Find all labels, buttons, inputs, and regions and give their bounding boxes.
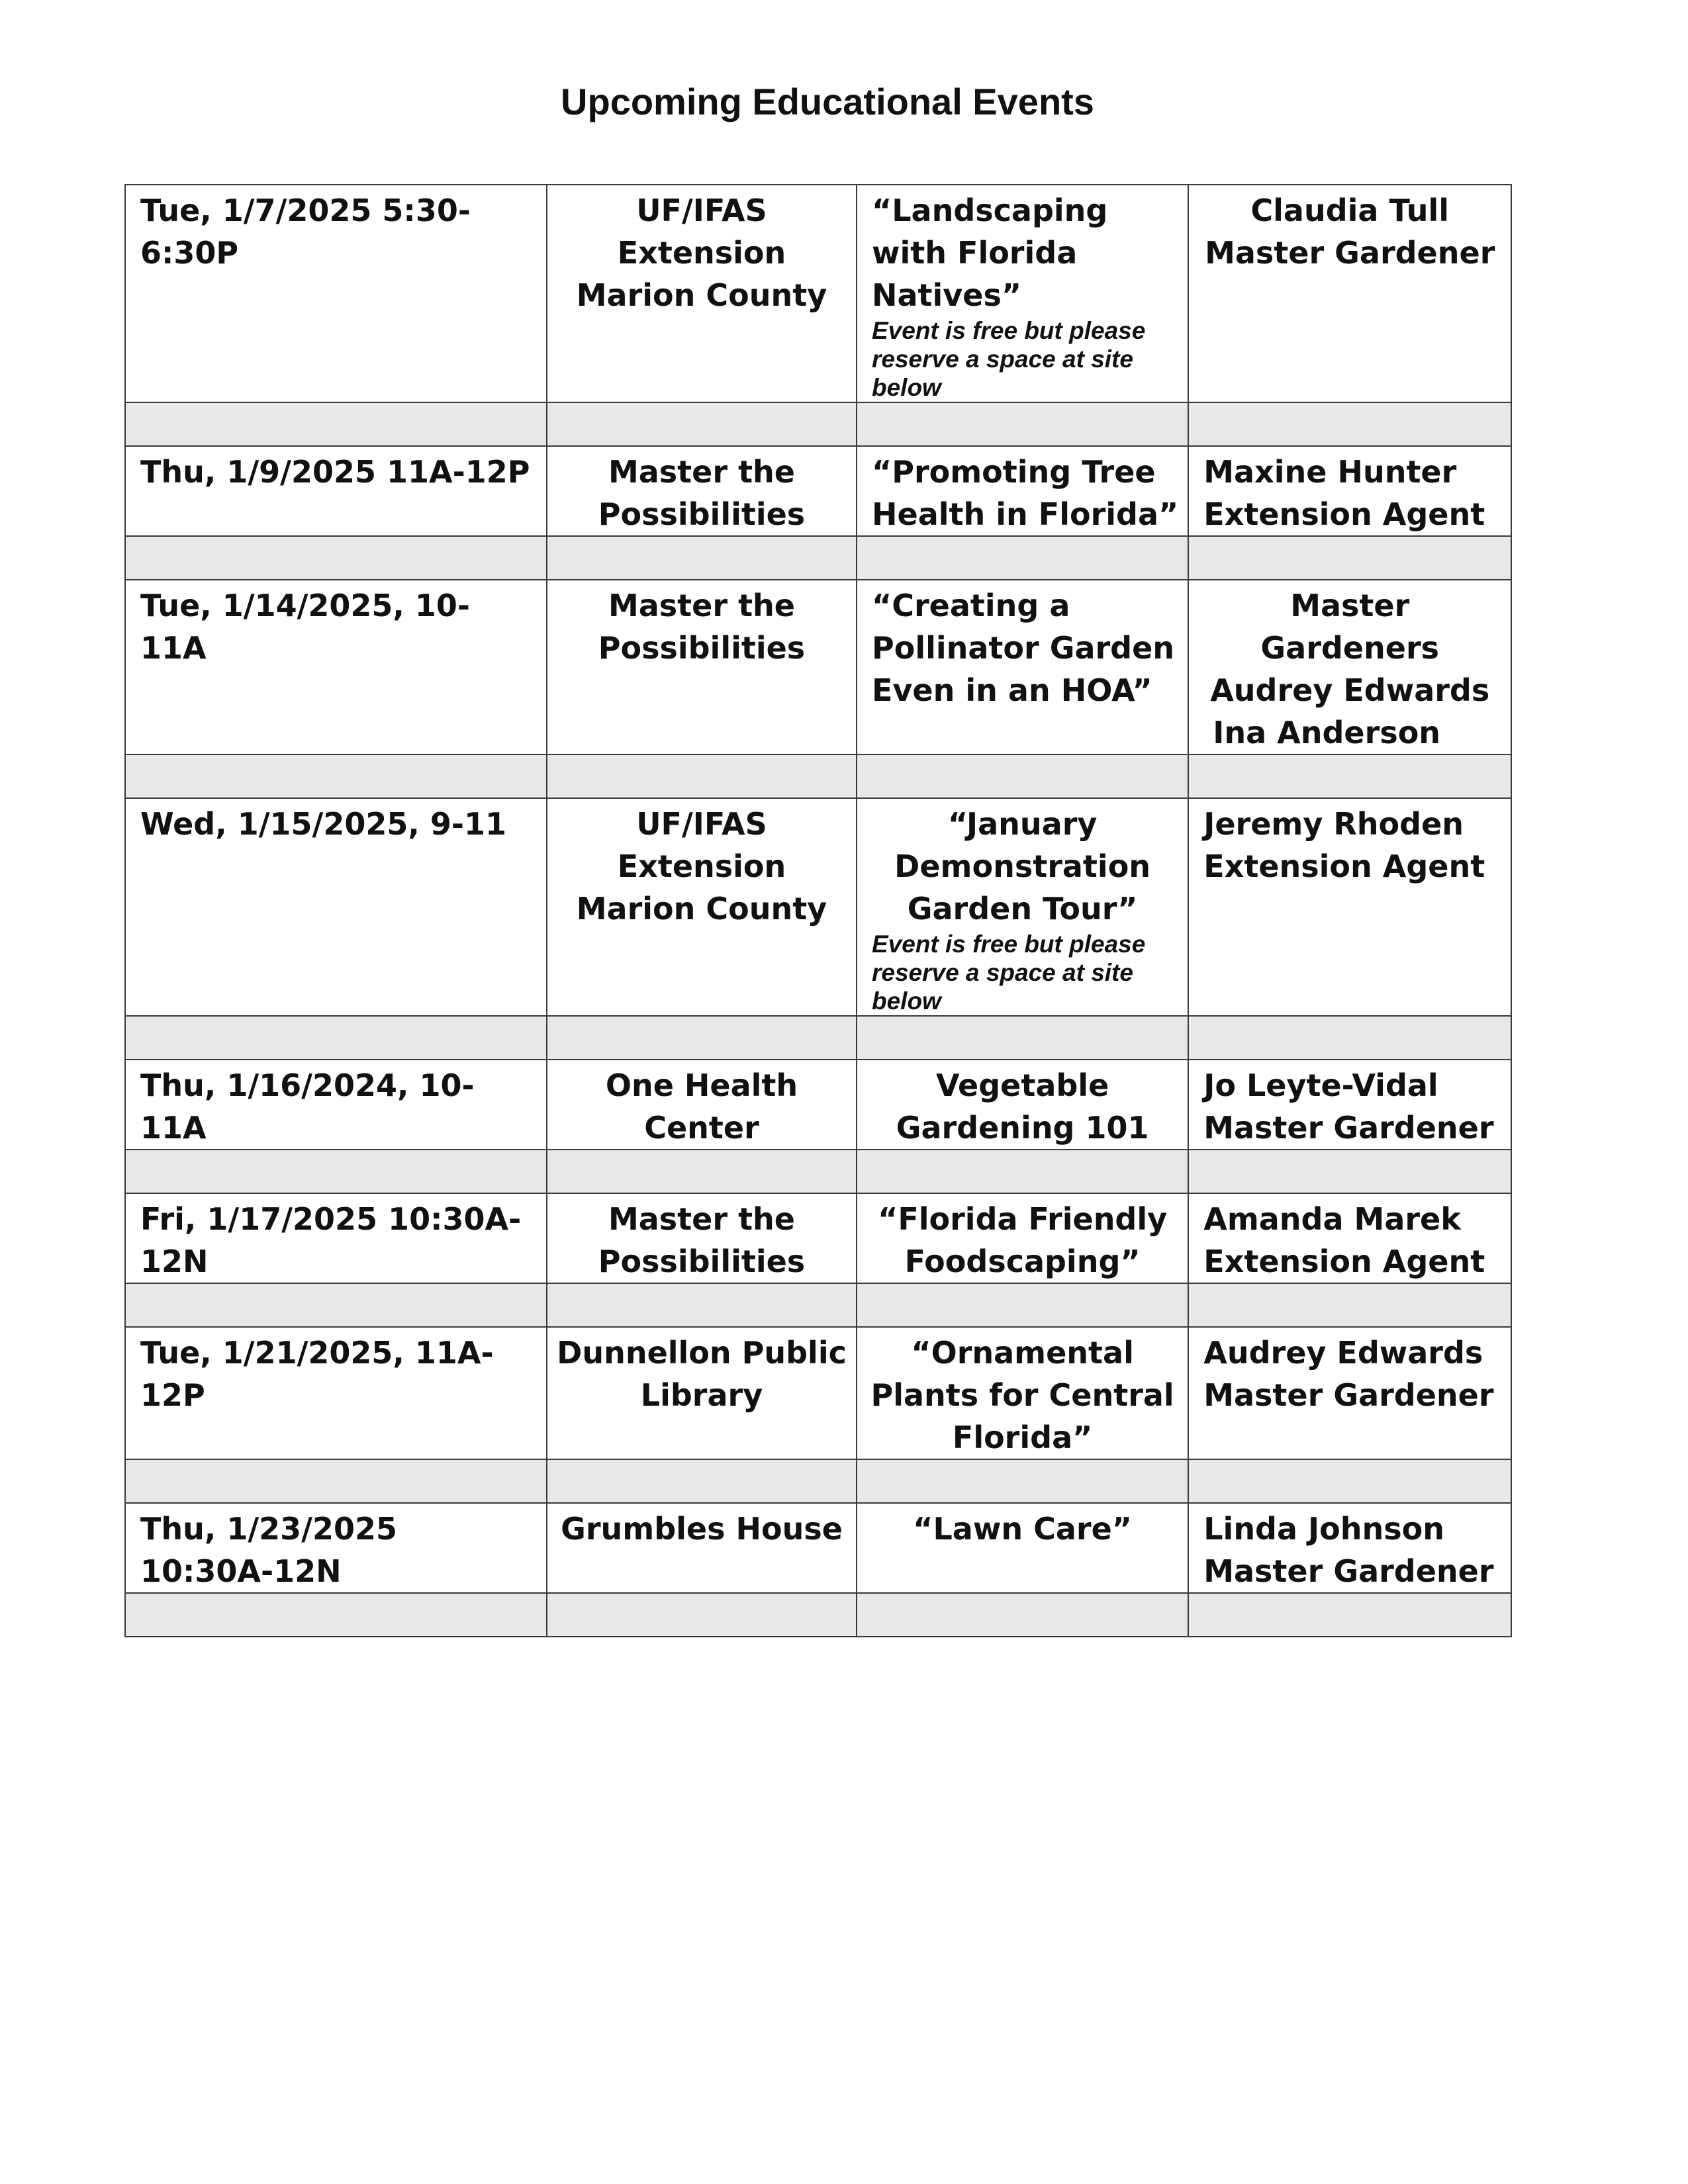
event-topic: [857, 1327, 1188, 1459]
location-line: Master the: [608, 588, 796, 623]
event-location: [547, 1327, 857, 1459]
event-date: Thu, 1/23/2025 10:30A-12N: [125, 1503, 547, 1593]
location-line: Marion County: [576, 277, 827, 313]
spacer-row: [125, 1150, 1511, 1193]
topic-line: Florida”: [952, 1420, 1093, 1455]
spacer-row: [125, 402, 1511, 446]
speaker-line: Extension Agent: [1203, 1244, 1485, 1279]
registration-note: Event is free but please reserve a space at site below: [872, 317, 1146, 401]
event-date: Tue, 1/21/2025, 11A-12P: [125, 1327, 547, 1459]
events-body: [125, 185, 1511, 1637]
topic-line: Natives”: [872, 277, 1022, 313]
topic-line: “Lawn Care”: [913, 1511, 1132, 1547]
topic-line: Demonstration: [894, 848, 1151, 884]
location-line: Center: [644, 1110, 759, 1146]
event-speaker: [1188, 1193, 1511, 1283]
location-line: Possibilities: [598, 630, 806, 666]
event-row: [125, 1060, 1511, 1150]
topic-line: Vegetable: [935, 1068, 1109, 1103]
location-line: UF/IFAS: [636, 806, 767, 842]
event-row: [125, 580, 1511, 754]
spacer-row: [125, 1459, 1511, 1503]
speaker-line: Master Gardener: [1205, 235, 1495, 271]
speaker-line: Extension Agent: [1203, 848, 1485, 884]
topic-line: “Creating a: [872, 588, 1070, 623]
location-line: Master the: [608, 1201, 796, 1237]
event-topic: [857, 446, 1188, 536]
spacer-row: [125, 536, 1511, 580]
location-line: Extension: [617, 848, 786, 884]
event-topic: [857, 185, 1188, 402]
topic-line: “Ornamental: [911, 1335, 1134, 1371]
event-row: [125, 185, 1511, 402]
event-date: Thu, 1/9/2025 11A-12P: [125, 446, 547, 536]
location-line: Extension: [617, 235, 786, 271]
speaker-line: Claudia Tull: [1250, 193, 1450, 228]
event-date: Thu, 1/16/2024, 10-11A: [125, 1060, 547, 1150]
event-speaker: [1188, 1060, 1511, 1150]
event-date: Wed, 1/15/2025, 9-11: [125, 798, 547, 1016]
topic-line: “Florida Friendly: [878, 1201, 1168, 1237]
event-speaker: [1188, 1503, 1511, 1593]
event-location: [547, 1193, 857, 1283]
speaker-line: Ina Anderson: [1213, 715, 1441, 751]
event-speaker: [1188, 185, 1511, 402]
topic-line: “January: [947, 806, 1098, 842]
spacer-row: [125, 1283, 1511, 1327]
location-line: Possibilities: [598, 496, 806, 532]
topic-line: Garden Tour”: [907, 891, 1138, 927]
speaker-line: Jeremy Rhoden: [1203, 806, 1464, 842]
topic-line: with Florida: [872, 235, 1078, 271]
event-row: [125, 1503, 1511, 1593]
topic-line: Gardening 101: [896, 1110, 1149, 1146]
event-date: Fri, 1/17/2025 10:30A-12N: [125, 1193, 547, 1283]
topic-line: “Landscaping: [872, 193, 1108, 228]
topic-line: Plants for Central: [870, 1377, 1174, 1413]
event-row: [125, 446, 1511, 536]
speaker-line: Master Gardener: [1203, 1110, 1494, 1146]
event-location: [547, 185, 857, 402]
speaker-line: Amanda Marek: [1203, 1201, 1461, 1237]
event-row: [125, 1327, 1511, 1459]
events-table: [124, 184, 1512, 1637]
location-line: Master the: [608, 454, 796, 490]
event-topic: [857, 798, 1188, 1016]
topic-line: Health in Florida”: [872, 496, 1179, 532]
event-location: [547, 1060, 857, 1150]
event-topic: [857, 580, 1188, 754]
speaker-line: Linda Johnson: [1203, 1511, 1444, 1547]
page-title: Upcoming Educational Events: [561, 81, 1094, 122]
event-location: [547, 798, 857, 1016]
registration-note: Event is free but please reserve a space at site below: [872, 931, 1146, 1015]
location-line: Dunnellon Public: [557, 1335, 847, 1371]
spacer-row: [125, 754, 1511, 798]
event-date: Tue, 1/7/2025 5:30-6:30P: [125, 185, 547, 402]
speaker-line: Master: [1290, 588, 1410, 623]
event-location: [547, 580, 857, 754]
topic-line: “Promoting Tree: [872, 454, 1156, 490]
spacer-row: [125, 1593, 1511, 1637]
event-speaker: [1188, 798, 1511, 1016]
speaker-line: Audrey Edwards: [1203, 1335, 1483, 1371]
event-speaker: [1188, 580, 1511, 754]
event-speaker: [1188, 446, 1511, 536]
location-line: UF/IFAS: [636, 193, 767, 228]
event-row: [125, 1193, 1511, 1283]
speaker-line: Maxine Hunter: [1203, 454, 1457, 490]
speaker-line: Master Gardener: [1203, 1377, 1494, 1413]
speaker-line: Extension Agent: [1203, 496, 1485, 532]
topic-line: Even in an HOA”: [872, 672, 1152, 708]
speaker-line: Audrey Edwards: [1210, 672, 1490, 708]
event-date: Tue, 1/14/2025, 10-11A: [125, 580, 547, 754]
spacer-row: [125, 1016, 1511, 1060]
location-line: Library: [640, 1377, 763, 1413]
speaker-line: Master Gardener: [1203, 1553, 1494, 1589]
event-speaker: [1188, 1327, 1511, 1459]
event-topic: [857, 1503, 1188, 1593]
topic-line: Foodscaping”: [904, 1244, 1141, 1279]
event-location: [547, 446, 857, 536]
topic-line: Pollinator Garden: [872, 630, 1175, 666]
speaker-line: Gardeners: [1260, 630, 1440, 666]
event-row: [125, 798, 1511, 1016]
speaker-line: Jo Leyte-Vidal: [1203, 1068, 1438, 1103]
location-line: Possibilities: [598, 1244, 806, 1279]
event-topic: [857, 1060, 1188, 1150]
location-line: One Health: [605, 1068, 798, 1103]
location-line: Marion County: [576, 891, 827, 927]
location-line: Grumbles House: [561, 1511, 843, 1547]
event-location: [547, 1503, 857, 1593]
event-topic: [857, 1193, 1188, 1283]
